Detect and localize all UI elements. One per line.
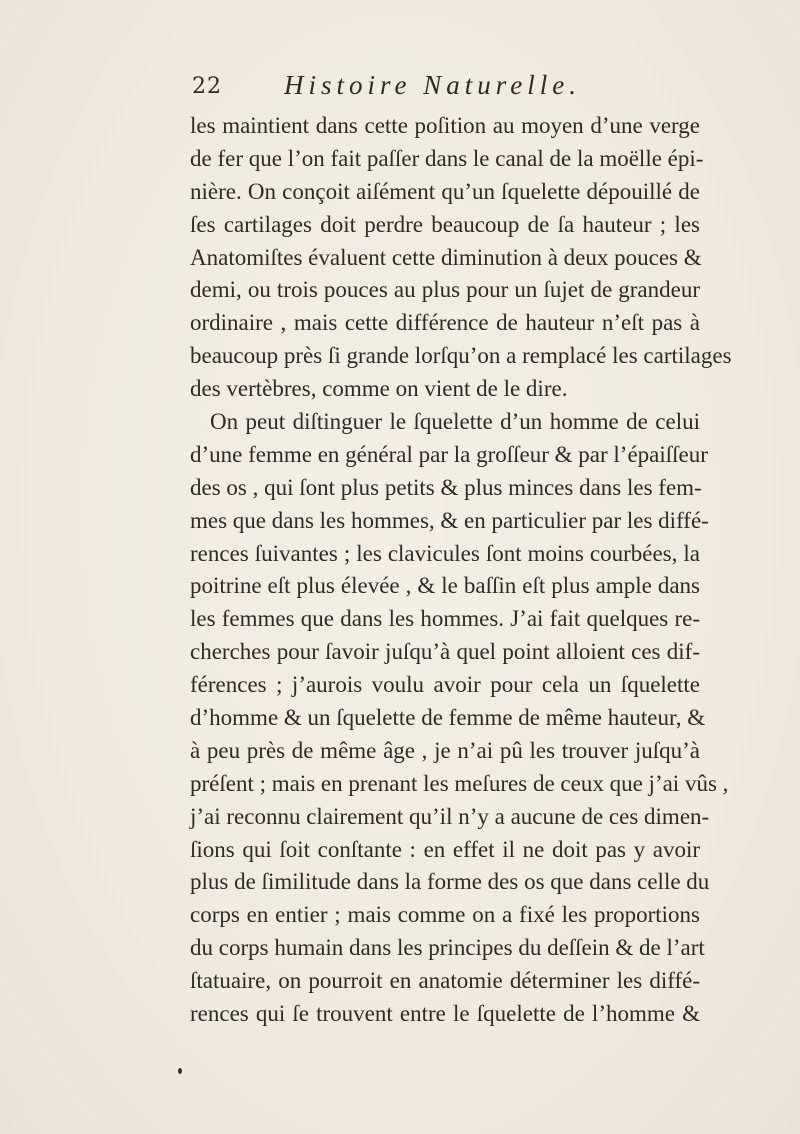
text-line: férences ; j’aurois voulu avoir pour cela un ſquelette xyxy=(190,672,700,698)
text-line: ſions qui ſoit conſtante : en effet il ne doit pas y avoir xyxy=(190,836,700,862)
text-line: préſent ; mais en prenant les meſures de ceux que j’ai vûs , xyxy=(190,770,729,796)
text-line: les maintient dans cette poſition au moyen d’une verge xyxy=(190,113,700,138)
text-line: des vertèbres, comme on vient de le dire. xyxy=(190,376,568,402)
text-line: j’ai reconnu clairement qu’il n’y a aucune de ces dimen- xyxy=(190,803,710,829)
page-number: 22 xyxy=(192,74,222,99)
text-line: beaucoup près ſi grande lorſqu’on a remplacé les cartilages xyxy=(190,343,732,369)
text-line: corps en entier ; mais comme on a fixé les proportions xyxy=(190,902,700,928)
text-line: rences qui ſe trouvent entre le ſquelette de l’homme & xyxy=(190,1001,700,1027)
text-line: demi, ou trois pouces au plus pour un ſujet de grandeur xyxy=(190,277,700,303)
text-line: ſtatuaire, on pourroit en anatomie déterminer les diffé- xyxy=(190,968,700,994)
body-text xyxy=(190,110,732,1031)
text-line: Anatomiſtes évaluent cette diminution à deux pouces & xyxy=(190,244,702,270)
text-line: du corps humain dans les principes du deſſein & de l’art xyxy=(190,935,705,961)
text-line: ſes cartilages doit perdre beaucoup de ſa hauteur ; les xyxy=(190,211,700,237)
running-head xyxy=(192,70,632,110)
paragraph-start-line: On peut diſtinguer le ſquelette d’un homme de celui xyxy=(210,409,700,435)
text-line: d’homme & un ſquelette de femme de même hauteur, & xyxy=(190,705,706,731)
text-line: de fer que l’on fait paſſer dans le canal de la moëlle épi- xyxy=(190,145,704,171)
text-line: les femmes que dans les hommes. J’ai fait quelques re- xyxy=(190,606,700,632)
text-line: des os , qui ſont plus petits & plus minces dans les fem- xyxy=(190,474,702,500)
text-line: cherches pour ſavoir juſqu’à quel point alloient ces dif- xyxy=(190,639,700,665)
ink-speck xyxy=(178,1068,182,1074)
text-line: rences ſuivantes ; les clavicules ſont moins courbées, la xyxy=(190,540,700,566)
text-line: plus de ſimilitude dans la forme des os que dans celle du xyxy=(190,869,710,895)
text-line: poitrine eſt plus élevée , & le baſſin eſt plus ample dans xyxy=(190,573,700,599)
text-line: d’une femme en général par la groſſeur & par l’épaiſſeur xyxy=(190,441,708,467)
text-line: mes que dans les hommes, & en particulier par les diffé- xyxy=(190,507,709,533)
text-line: nière. On conçoit aiſément qu’un ſquelette dépouillé de xyxy=(190,178,700,204)
running-title: Histoire Naturelle. xyxy=(284,70,581,100)
text-line: ordinaire , mais cette différence de hauteur n’eſt pas à xyxy=(190,310,700,336)
text-line: à peu près de même âge , je n’ai pû les trouver juſqu’à xyxy=(190,737,700,763)
